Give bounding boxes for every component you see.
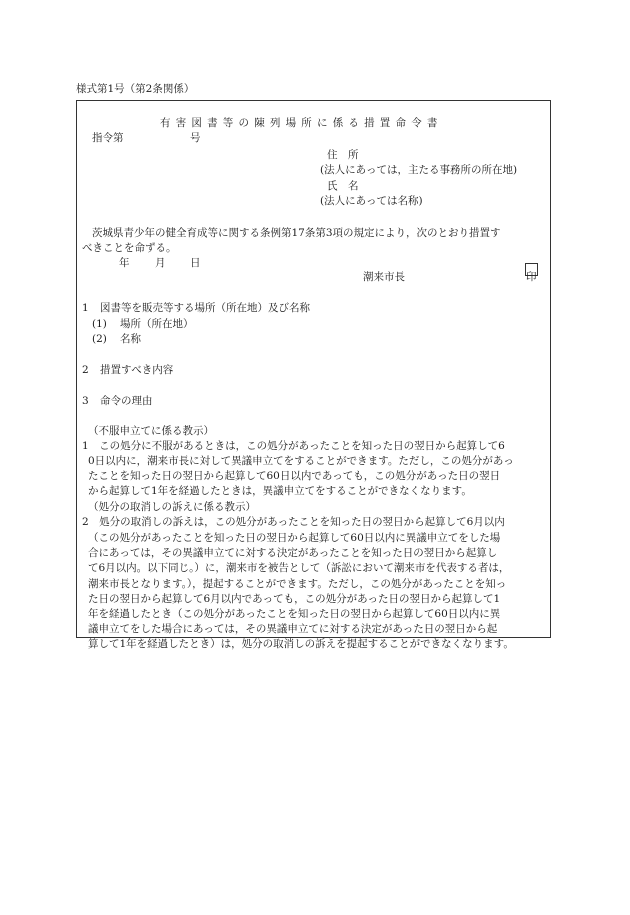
notice-1-line: 1 この処分に不服があるときは，この処分があったことを知った日の翌日から起算して6 bbox=[82, 440, 505, 452]
address-note: (法人にあっては，主たる事務所の所在地) bbox=[320, 164, 518, 176]
notice-2-line: 2 処分の取消しの訴えは，この処分があったことを知った日の翌日から起算して6月以内 bbox=[82, 516, 505, 528]
item-3-text: 命令の理由 bbox=[100, 395, 153, 407]
notice-1-heading: （不服申立てに係る教示） bbox=[88, 425, 214, 437]
item-1-1-number: (1) bbox=[92, 318, 107, 330]
notice-2-line: （この処分があったことを知った日の翌日から起算して60日以内に異議申立てをした場 bbox=[88, 532, 501, 544]
order-number-suffix: 号 bbox=[190, 132, 201, 144]
body-line-2: べきことを命ずる。 bbox=[82, 242, 177, 254]
name-label: 氏 名 bbox=[327, 180, 359, 192]
address-label: 住 所 bbox=[327, 149, 359, 161]
item-1-1-text: 場所（所在地） bbox=[120, 318, 194, 330]
notice-1-line: 0日以内に，潮来市長に対して異議申立てをすることができます。ただし，この処分があっ bbox=[88, 455, 514, 467]
item-1-text: 図書等を販売等する場所（所在地）及び名称 bbox=[100, 302, 310, 314]
document-title: 有害図書等の陳列場所に係る措置命令書 bbox=[160, 117, 443, 129]
item-1-2-text: 名称 bbox=[120, 333, 141, 345]
date-month: 月 bbox=[155, 257, 166, 269]
date-day: 日 bbox=[190, 257, 201, 269]
form-number: 様式第1号（第2条関係） bbox=[76, 83, 195, 95]
item-2-text: 措置すべき内容 bbox=[100, 364, 174, 376]
order-number-prefix: 指令第 bbox=[92, 132, 124, 144]
notice-1-line: から起算して1年を経過したときは，異議申立てをすることができなくなります。 bbox=[88, 485, 472, 497]
date-year: 年 bbox=[119, 257, 130, 269]
body-line-1: 茨城県青少年の健全育成等に関する条例第17条第3項の規定により，次のとおり措置す bbox=[92, 227, 501, 239]
item-1-2-number: (2) bbox=[92, 333, 107, 345]
notice-2-line: て6月以内。以下同じ。）に，潮来市を被告として（訴訟において潮来市を代表する者は， bbox=[88, 562, 510, 574]
issuer: 潮来市長 bbox=[363, 271, 405, 283]
notice-2-line: 潮来市長となります。），提起することができます。ただし，この処分があったことを知っ bbox=[88, 578, 507, 590]
item-1-number: 1 bbox=[82, 302, 89, 314]
item-3-number: 3 bbox=[82, 395, 89, 407]
notice-2-line: た日の翌日から起算して6月以内であっても，この処分があった日の翌日から起算して1 bbox=[88, 593, 501, 605]
notice-2-line: 年を経過したとき（この処分があったことを知った日の翌日から起算して60日以内に異 bbox=[88, 608, 501, 620]
notice-1-line: たことを知った日の翌日から起算して60日以内であっても，この処分があった日の翌日 bbox=[88, 470, 501, 482]
notice-2-line: 算して1年を経過したとき）は，処分の取消しの訴えを提起することができなくなります。 bbox=[88, 638, 514, 650]
notice-2-heading: （処分の取消しの訴えに係る教示） bbox=[88, 501, 256, 513]
name-note: (法人にあっては名称) bbox=[320, 195, 423, 207]
notice-2-line: 議申立てをした場合にあっては，その異議申立てに対する決定があった日の翌日から起 bbox=[88, 623, 498, 635]
seal-char: 印 bbox=[526, 271, 537, 283]
item-2-number: 2 bbox=[82, 364, 89, 376]
notice-2-line: 合にあっては，その異議申立てに対する決定があったことを知った日の翌日から起算し bbox=[88, 547, 498, 559]
